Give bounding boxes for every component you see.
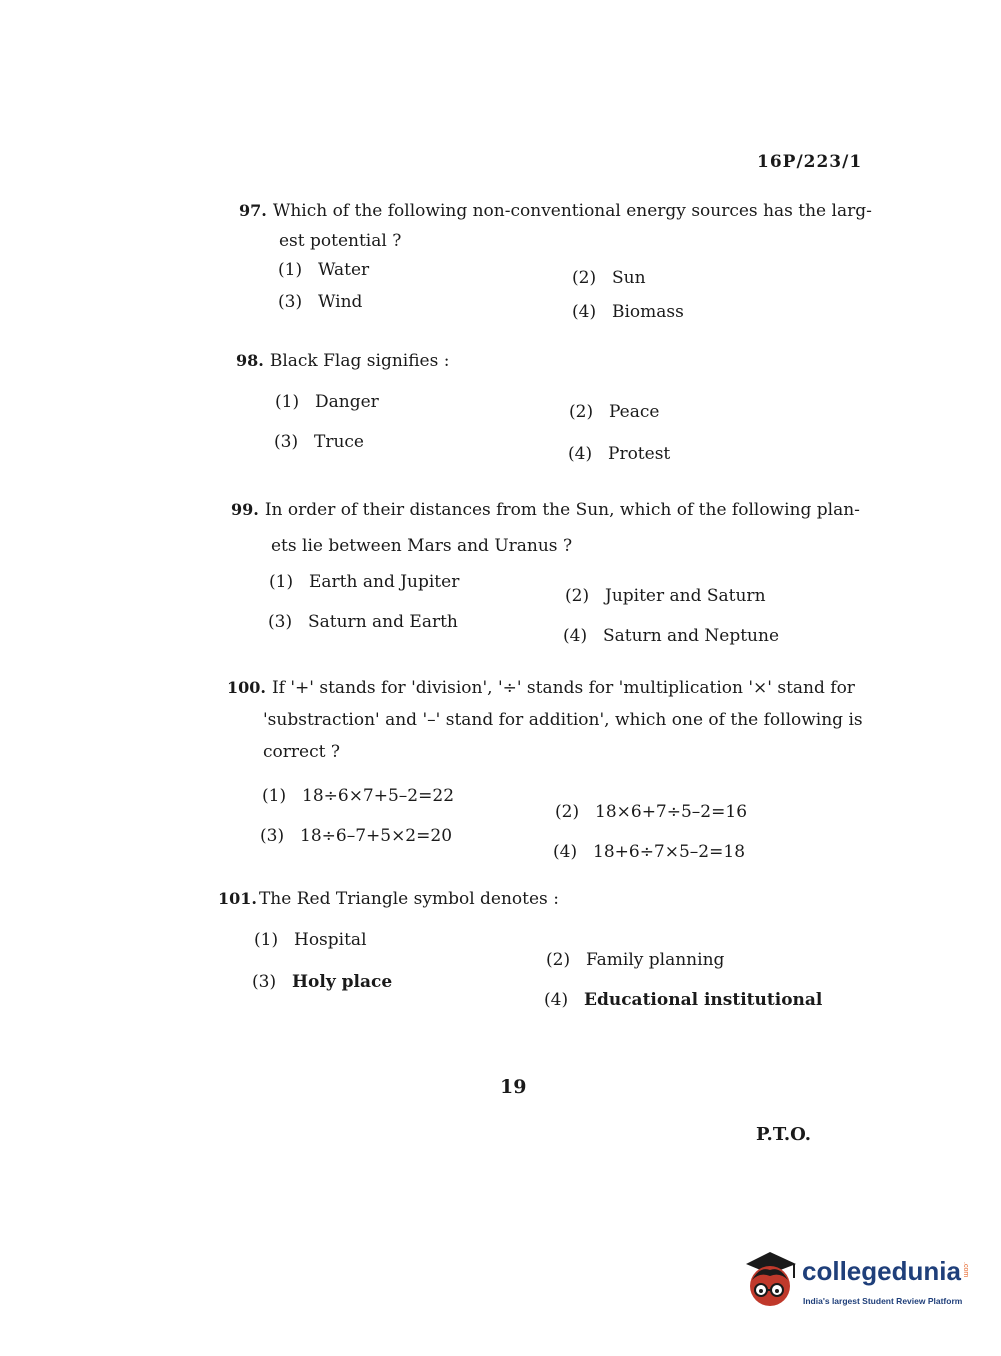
question-text: correct ?: [263, 742, 340, 762]
option-99-3: (3) Saturn and Earth: [268, 612, 458, 632]
question-99: [231, 492, 860, 564]
option-101-1: (1) Hospital: [254, 930, 367, 950]
option-98-3: (3) Truce: [274, 432, 364, 452]
option-98-2: (2) Peace: [569, 402, 660, 422]
question-number: 101.: [218, 889, 257, 908]
option-99-4: (4) Saturn and Neptune: [563, 626, 780, 646]
option-101-3: (3) Holy place: [252, 972, 393, 992]
page-number: 19: [500, 1076, 527, 1098]
question-text: 'substraction' and '–' stand for addition', which one of the following is: [263, 710, 863, 730]
option-99-2: (2) Jupiter and Saturn: [565, 586, 766, 606]
logo-wordmark: collegedunia: [802, 1256, 961, 1286]
question-100: [227, 672, 863, 768]
option-100-1: (1) 18÷6×7+5–2=22: [262, 786, 455, 806]
option-97-4: (4) Biomass: [572, 302, 684, 322]
option-101-2: (2) Family planning: [546, 950, 725, 970]
option-97-1: (1) Water: [278, 260, 370, 280]
paper-code: 16P/223/1: [757, 152, 863, 172]
option-99-1: (1) Earth and Jupiter: [269, 572, 460, 592]
question-97: [239, 196, 872, 256]
question-number: 100.: [227, 678, 266, 697]
option-101-4: (4) Educational institutional: [544, 990, 823, 1010]
option-98-4: (4) Protest: [568, 444, 671, 464]
question-number: 97.: [239, 201, 267, 220]
question-text: Black Flag signifies :: [269, 351, 450, 371]
pto-label: P.T.O.: [756, 1124, 812, 1145]
option-98-1: (1) Danger: [275, 392, 379, 412]
question-number: 99.: [231, 500, 259, 519]
question-text: est potential ?: [279, 231, 402, 251]
collegedunia-logo[interactable]: [740, 1250, 972, 1312]
option-100-3: (3) 18÷6–7+5×2=20: [260, 826, 453, 846]
option-100-2: (2) 18×6+7÷5–2=16: [555, 802, 748, 822]
mascot-icon: [740, 1250, 800, 1312]
logo-suffix: .com: [962, 1262, 969, 1278]
option-100-4: (4) 18+6÷7×5–2=18: [553, 842, 746, 862]
question-text: ets lie between Mars and Uranus ?: [271, 536, 573, 556]
question-text: The Red Triangle symbol denotes :: [258, 889, 559, 909]
question-101: [218, 884, 559, 914]
question-number: 98.: [236, 351, 264, 370]
option-97-3: (3) Wind: [278, 292, 363, 312]
logo-tagline: India's largest Student Review Platform: [803, 1296, 963, 1306]
option-97-2: (2) Sun: [572, 268, 646, 288]
question-text: In order of their distances from the Sun, which of the following plan-: [264, 500, 860, 520]
question-text: If '+' stands for 'division', '÷' stands for 'multiplication '×' stand for: [271, 678, 855, 698]
question-98: [236, 346, 449, 376]
question-text: Which of the following non-conventional energy sources has the larg-: [272, 201, 872, 221]
